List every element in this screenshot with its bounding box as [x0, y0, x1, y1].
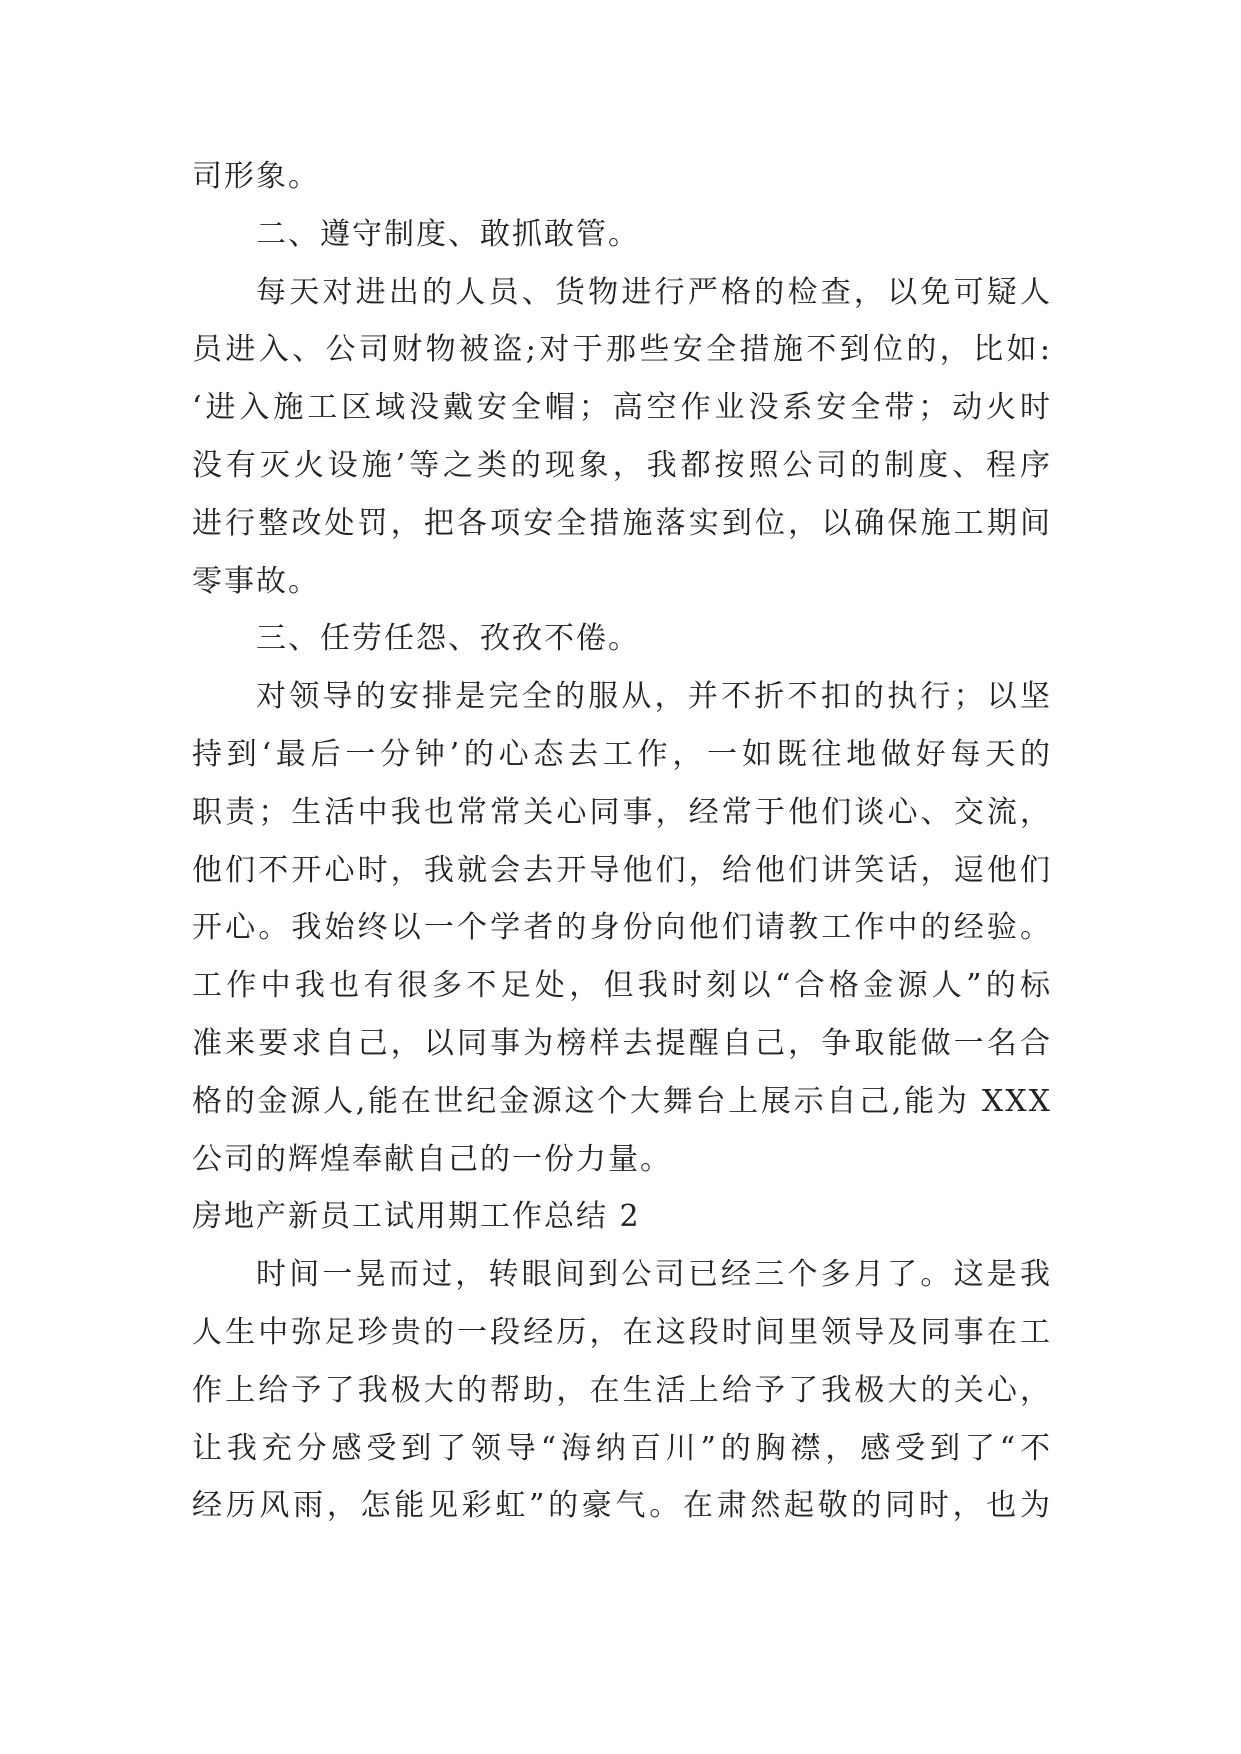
text-line: 零事故。	[192, 563, 320, 599]
text-line: 准来要求自己，以同事为榜样去提醒自己，争取能做一名合	[192, 1025, 1052, 1061]
text-line: ‘进入施工区域没戴安全帽；高空作业没系安全带；动火时	[192, 390, 1052, 426]
text-line: 没有灭火设施’等之类的现象，我都按照公司的制度、程序	[192, 447, 1052, 483]
text-line: 工作中我也有很多不足处，但我时刻以“合格金源人”的标	[192, 968, 1052, 1004]
text-line: 公司的辉煌奉献自己的一份力量。	[192, 1141, 672, 1177]
text-line: 司形象。	[192, 159, 320, 194]
section-heading: 房地产新员工试用期工作总结 2	[192, 1199, 641, 1235]
text-line: 对领导的安排是完全的服从，并不折不扣的执行；以坚	[256, 679, 1052, 715]
text-line: 二、遵守制度、敢抓敢管。	[256, 216, 640, 252]
text-line: 经历风雨，怎能见彩虹”的豪气。在肃然起敬的同时，也为	[192, 1488, 1052, 1524]
document-body	[192, 148, 1052, 1535]
text-line: 时间一晃而过，转眼间到公司已经三个多月了。这是我	[256, 1257, 1052, 1293]
text-line: 人生中弥足珍贵的一段经历，在这段时间里领导及同事在工	[192, 1314, 1052, 1350]
text-line: 作上给予了我极大的帮助，在生活上给予了我极大的关心，	[192, 1372, 1052, 1408]
text-line: 职责；生活中我也常常关心同事，经常于他们谈心、交流，	[192, 794, 1052, 830]
text-line: 开心。我始终以一个学者的身份向他们请教工作中的经验。	[192, 910, 1052, 946]
text-line: 让我充分感受到了领导“海纳百川”的胸襟，感受到了“不	[192, 1430, 1052, 1466]
text-line: 格的金源人,能在世纪金源这个大舞台上展示自己,能为 XXX	[192, 1083, 1052, 1119]
text-line: 每天对进出的人员、货物进行严格的检查，以免可疑人	[256, 274, 1052, 310]
text-line: 持到‘最后一分钟’的心态去工作，一如既往地做好每天的	[192, 736, 1052, 772]
text-line: 他们不开心时，我就会去开导他们，给他们讲笑话，逗他们	[192, 852, 1052, 888]
text-line: 三、任劳任怨、孜孜不倦。	[256, 621, 640, 657]
text-line: 员进入、公司财物被盗;对于那些安全措施不到位的，比如:	[192, 332, 1052, 368]
text-line: 进行整改处罚，把各项安全措施落实到位，以确保施工期间	[192, 505, 1052, 541]
